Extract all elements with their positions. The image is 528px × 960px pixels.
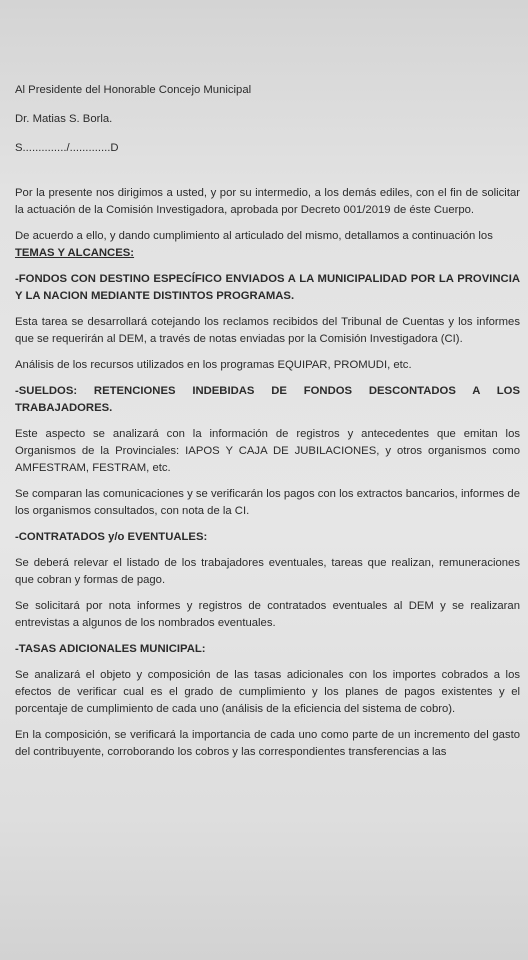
paragraph-contratados-1: Se deberá relevar el listado de los trabajadores eventuales, tareas que realizan, remuneraciones que cobran y formas de pago. [15, 557, 520, 586]
section-heading-sueldos: -SUELDOS: RETENCIONES INDEBIDAS DE FONDOS DESCONTADOS A LOS TRABAJADORES. [15, 385, 520, 414]
intro-paragraph-2 [15, 228, 520, 262]
topics-heading: TEMAS Y ALCANCES: [15, 247, 135, 259]
intro-text: De acuerdo a ello, y dando cumplimiento al articulado del mismo, detallamos a continuación los [15, 230, 493, 242]
paragraph-tasas-2: En la composición, se verificará la importancia de cada uno como parte de un incremento del gasto del contribuyente, corroborando los cobros y las correspondientes transferencias a las [15, 729, 520, 758]
recipient-title: Al Presidente del Honorable Concejo Municipal [15, 84, 252, 96]
paragraph-fondos-1: Esta tarea se desarrollará cotejando los reclamos recibidos del Tribunal de Cuentas y los informes que se requerirán al DEM, a través de notas enviadas por la Comisión Investigadora (CI). [15, 316, 520, 345]
section-heading-contratados: -CONTRATADOS y/o EVENTUALES: [15, 531, 208, 543]
paragraph-sueldos-2: Se comparan las comunicaciones y se verificarán los pagos con los extractos bancarios, informes de los organismos consultados, con nota de la CI. [15, 488, 520, 517]
paragraph-tasas-1: Se analizará el objeto y composición de las tasas adicionales con los importes cobrados a los efectos de verificar cual es el grado de cumplimiento y los planes de pagos existentes y el porcentaje de cumplimiento de cada uno (análisis de la eficiencia del sistema de cobro). [15, 669, 520, 715]
salutation-sd: S............../.............D [15, 142, 119, 154]
paragraph-contratados-2: Se solicitará por nota informes y registros de contratados eventuales al DEM y se realizaran entrevistas a algunos de los nombrados eventuales. [15, 600, 520, 629]
intro-paragraph: Por la presente nos dirigimos a usted, y por su intermedio, a los demás ediles, con el fin de solicitar la actuación de la Comisión Investigadora, aprobada por Decreto 001/2019 de éste Cuerpo. [15, 187, 520, 216]
paragraph-sueldos-1: Este aspecto se analizará con la información de registros y antecedentes que emitan los Organismos de la Provinciales: IAPOS Y CAJA DE JUBILACIONES, y otros organismos como AMFESTRAM, FESTRAM, etc. [15, 428, 520, 474]
section-heading-tasas: -TASAS ADICIONALES MUNICIPAL: [15, 643, 206, 655]
recipient-name: Dr. Matias S. Borla. [15, 113, 113, 125]
paragraph-fondos-2: Análisis de los recursos utilizados en los programas EQUIPAR, PROMUDI, etc. [15, 359, 412, 371]
section-heading-fondos: -FONDOS CON DESTINO ESPECÍFICO ENVIADOS A LA MUNICIPALIDAD POR LA PROVINCIA Y LA NACION MEDIANTE DISTINTOS PROGRAMAS. [15, 273, 520, 302]
